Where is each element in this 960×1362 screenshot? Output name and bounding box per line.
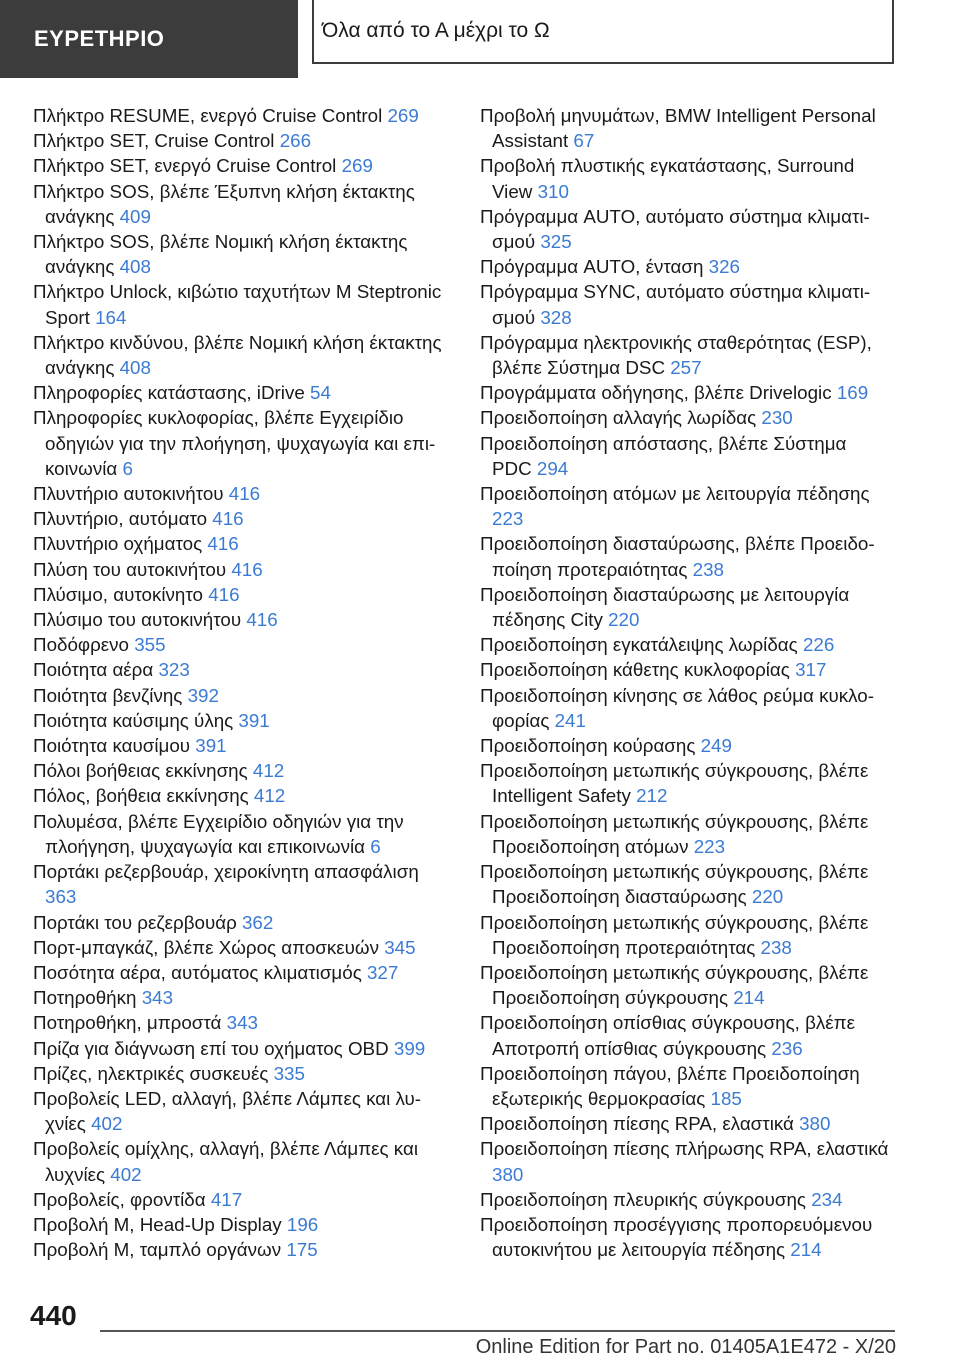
entry-text: Πλήκτρο RESUME, ενεργό Cruise Control xyxy=(33,105,383,126)
index-column-left xyxy=(33,103,453,1262)
index-entry xyxy=(33,733,453,758)
index-entry xyxy=(33,859,453,909)
entry-page-link[interactable]: 223 xyxy=(693,835,726,857)
entry-text: Πρόγραμμα AUTO, αυτόματο σύστημα κλιματισμού xyxy=(480,205,870,253)
section-tab xyxy=(0,0,298,78)
index-entry xyxy=(33,103,453,128)
index-entry xyxy=(33,657,453,682)
index-entry xyxy=(33,506,453,531)
entry-page-link[interactable]: 226 xyxy=(802,634,835,656)
entry-text: Πληροφορίες κατάστασης, iDrive xyxy=(33,382,305,404)
index-entry xyxy=(33,1061,453,1086)
index-entry xyxy=(480,960,890,1010)
entry-text: Προειδοποίηση κούρασης xyxy=(480,735,696,757)
range-label: Όλα από το Α μέχρι το Ω xyxy=(322,19,550,42)
entry-page-link[interactable]: 266 xyxy=(279,130,312,152)
entry-text: Πλυντήριο αυτοκινήτου xyxy=(33,483,224,505)
entry-text: Προβολείς ομίχλης, αλλαγή, βλέπε Λάμπες και λυχνίες xyxy=(33,1138,418,1185)
entry-text: Προβολή πλυστικής εγκατάστασης, Surround View xyxy=(480,155,855,202)
entry-page-link[interactable]: 417 xyxy=(210,1188,243,1210)
index-entry xyxy=(33,632,453,657)
entry-text: Πλύση του αυτοκινήτου xyxy=(33,558,227,580)
entry-page-link[interactable]: 355 xyxy=(134,634,166,656)
entry-text: Προειδοποίηση απόστασης, βλέπε Σύστημα PDC xyxy=(480,432,847,479)
entry-page-link[interactable]: 185 xyxy=(710,1087,742,1109)
edition-text: Online Edition for Part no. 01405A1E472 - X/20 xyxy=(475,1336,896,1358)
entry-text: Πολυμέσα, βλέπε Εγχειρίδιο οδηγιών για την πλοήγηση, ψυχαγωγία και επικοινωνία xyxy=(33,810,404,857)
index-entry xyxy=(480,204,890,254)
index-entry xyxy=(480,279,890,329)
entry-text: Πορτάκι ρεζερβουάρ, χειροκίνητη απασφάλιση xyxy=(33,861,419,883)
entry-page-link[interactable]: 335 xyxy=(273,1062,305,1084)
entry-page-link[interactable]: 238 xyxy=(760,936,792,958)
footer-divider xyxy=(100,1330,895,1332)
entry-text: Προειδοποίηση κίνησης σε λάθος ρεύμα κυκλοφορίας xyxy=(480,684,874,731)
entry-page-link[interactable]: 391 xyxy=(238,709,270,731)
index-entry xyxy=(480,1061,890,1111)
entry-page-link[interactable]: 328 xyxy=(540,306,572,328)
index-entry xyxy=(480,431,890,481)
entry-page-link[interactable]: 343 xyxy=(226,1012,258,1034)
entry-text: Πλήκτρο κινδύνου, βλέπε Νομική κλήση έκτακτης ανάγκης xyxy=(33,331,442,379)
entry-text: Προειδοποίηση πίεσης πλήρωσης RPA, ελαστικά xyxy=(480,1138,889,1160)
entry-text: Ποτηροθήκη, μπροστά xyxy=(33,1012,222,1034)
entry-page-link[interactable]: 249 xyxy=(700,735,732,757)
index-entry xyxy=(480,103,890,153)
entry-page-link[interactable]: 257 xyxy=(670,357,702,379)
entry-page-link[interactable]: 416 xyxy=(246,609,278,631)
index-entry xyxy=(480,582,890,632)
index-entry xyxy=(33,153,453,178)
index-entry xyxy=(33,531,453,556)
page-number: 440 xyxy=(30,1300,77,1331)
index-column-right xyxy=(480,103,890,1262)
index-entry xyxy=(33,330,453,380)
entry-page-link[interactable]: 238 xyxy=(692,558,725,580)
entry-page-link[interactable]: 416 xyxy=(208,583,240,605)
index-entry xyxy=(480,809,890,859)
index-entry xyxy=(480,859,890,909)
entry-text: Πλήκτρο SOS, βλέπε Νομική κλήση έκτακτης ανάγκης xyxy=(33,231,408,278)
entry-page-link[interactable]: 327 xyxy=(366,961,399,983)
index-entry xyxy=(33,582,453,607)
index-entry xyxy=(33,481,453,506)
index-entry xyxy=(33,935,453,960)
index-entry xyxy=(33,179,453,229)
index-entry xyxy=(33,229,453,279)
entry-page-link[interactable]: 325 xyxy=(540,231,572,253)
entry-text: Πλύσιμο του αυτοκινήτου xyxy=(33,609,242,631)
index-entry xyxy=(480,1136,890,1186)
entry-text: Προειδοποίηση μετωπικής σύγκρουσης, βλέπε Προειδοποίηση σύγκρουσης xyxy=(480,961,869,1009)
entry-text: Πρόγραμμα SYNC, αυτόματο σύστημα κλιματισμού xyxy=(480,281,871,328)
entry-page-link[interactable]: 294 xyxy=(536,457,569,479)
entry-text: Πλυντήριο οχήματος xyxy=(33,533,203,555)
section-label: ΕΥΡΕΤΗΡΙΟ xyxy=(34,26,165,51)
index-entry xyxy=(33,279,453,329)
entry-text: Πρίζα για διάγνωση επί του οχήματος OBD xyxy=(33,1037,389,1059)
entry-text: Προειδοποίηση πίεσης RPA, ελαστικά xyxy=(480,1113,794,1135)
entry-page-link[interactable]: 223 xyxy=(492,508,524,530)
entry-page-link[interactable]: 402 xyxy=(110,1163,142,1185)
entry-text: Πλήκτρο SET, ενεργό Cruise Control xyxy=(33,155,337,177)
entry-page-link[interactable]: 220 xyxy=(751,886,784,908)
entry-page-link[interactable]: 362 xyxy=(241,911,274,933)
entry-page-link[interactable]: 234 xyxy=(811,1188,843,1210)
index-entry xyxy=(33,708,453,733)
entry-text: Πρίζες, ηλεκτρικές συσκευές xyxy=(33,1062,269,1084)
index-entry xyxy=(33,1086,453,1136)
index-entry xyxy=(480,531,890,581)
entry-page-link[interactable]: 212 xyxy=(636,785,668,807)
entry-text: Ποιότητα καύσιμης ύλης xyxy=(33,709,234,731)
entry-text: Πληροφορίες κυκλοφορίας, βλέπε Εγχειρίδιο οδηγιών για την πλοήγηση, ψυχαγωγία και επικοινωνία xyxy=(33,407,436,479)
entry-page-link[interactable]: 269 xyxy=(341,155,373,177)
index-entry xyxy=(33,1036,453,1061)
entry-text: Προειδοποίηση μετωπικής σύγκρουσης, βλέπε Προειδοποίηση προτεραιότητας xyxy=(480,911,869,958)
index-entry xyxy=(480,1111,890,1136)
entry-text: Πορτάκι του ρεζερβουάρ xyxy=(33,911,237,933)
entry-text: Προειδοποίηση αλλαγής λωρίδας xyxy=(480,407,757,429)
entry-page-link[interactable]: 416 xyxy=(231,558,263,580)
entry-text: Προβολείς LED, αλλαγή, βλέπε Λάμπες και λυχνίες xyxy=(33,1087,422,1135)
entry-page-link[interactable]: 323 xyxy=(158,659,190,681)
entry-text: Πόλοι βοήθειας εκκίνησης xyxy=(33,760,248,782)
index-entry xyxy=(33,985,453,1010)
index-entry xyxy=(480,1187,890,1212)
range-tab xyxy=(312,0,894,64)
entry-page-link[interactable]: 67 xyxy=(573,130,595,152)
entry-text: Προειδοποίηση διασταύρωσης με λειτουργία πέδησης City xyxy=(480,583,850,631)
entry-page-link[interactable]: 6 xyxy=(122,457,133,479)
entry-text: Προειδοποίηση εγκατάλειψης λωρίδας xyxy=(480,634,798,656)
entry-page-link[interactable]: 345 xyxy=(384,936,416,958)
entry-text: Προβολή μηνυμάτων, BMW Intelligent Personal Assistant xyxy=(480,105,876,152)
index-entry xyxy=(33,1212,453,1237)
entry-page-link[interactable]: 214 xyxy=(733,987,765,1009)
entry-text: Προειδοποίηση κάθετης κυκλοφορίας xyxy=(480,659,790,681)
index-entry xyxy=(33,557,453,582)
entry-text: Προειδοποίηση μετωπικής σύγκρουσης, βλέπε Προειδοποίηση διασταύρωσης xyxy=(480,861,869,908)
entry-page-link[interactable]: 399 xyxy=(393,1037,426,1059)
entry-text: Πλύσιμο, αυτοκίνητο xyxy=(33,583,203,605)
index-entry xyxy=(480,481,890,531)
index-entry xyxy=(480,380,890,405)
entry-text: Πλυντήριο, αυτόματο xyxy=(33,508,208,530)
entry-text: Προβολή M, Head-Up Display xyxy=(33,1213,282,1235)
entry-text: Προειδοποίηση οπίσθιας σύγκρουσης, βλέπε Αποτροπή οπίσθιας σύγκρουσης xyxy=(480,1012,855,1059)
entry-page-link[interactable]: 326 xyxy=(708,256,740,278)
entry-text: Πρόγραμμα AUTO, ένταση xyxy=(480,256,704,278)
entry-page-link[interactable]: 391 xyxy=(195,735,227,757)
entry-text: Πορτ-μπαγκάζ, βλέπε Χώρος αποσκευών xyxy=(33,936,379,958)
entry-page-link[interactable]: 54 xyxy=(310,382,331,404)
entry-text: Προειδοποίηση διασταύρωσης, βλέπε Προειδοποίηση προτεραιότητας xyxy=(480,533,875,580)
entry-page-link[interactable]: 380 xyxy=(492,1163,524,1185)
index-entry xyxy=(480,733,890,758)
entry-text: Πρόγραμμα ηλεκτρονικής σταθερότητας (ESP), βλέπε Σύστημα DSC xyxy=(480,331,872,379)
entry-page-link[interactable]: 241 xyxy=(554,709,586,731)
entry-text: Προειδοποίηση μετωπικής σύγκρουσης, βλέπε Intelligent Safety xyxy=(480,760,869,807)
entry-page-link[interactable]: 230 xyxy=(761,407,793,429)
entry-page-link[interactable]: 416 xyxy=(207,533,239,555)
index-entry xyxy=(33,380,453,405)
index-entry xyxy=(480,254,890,279)
entry-page-link[interactable]: 412 xyxy=(253,785,286,807)
entry-page-link[interactable]: 164 xyxy=(95,306,127,328)
entry-text: Ποσότητα αέρα, αυτόματος κλιματισμός xyxy=(33,961,362,983)
entry-page-link[interactable]: 363 xyxy=(45,886,77,908)
index-entry xyxy=(33,783,453,808)
index-entry xyxy=(480,1212,890,1262)
entry-text: Ποδόφρενο xyxy=(33,634,129,656)
index-entry xyxy=(33,1136,453,1186)
index-entry xyxy=(33,758,453,783)
entry-page-link[interactable]: 220 xyxy=(608,609,640,631)
index-entry xyxy=(33,1237,453,1262)
entry-text: Προβολείς, φροντίδα xyxy=(33,1188,206,1210)
entry-page-link[interactable]: 175 xyxy=(286,1239,318,1261)
entry-text: Ποιότητα καυσίμου xyxy=(33,735,191,757)
entry-page-link[interactable]: 343 xyxy=(141,987,174,1009)
entry-text: Πόλος, βοήθεια εκκίνησης xyxy=(33,785,249,807)
entry-text: Πλήκτρο SOS, βλέπε Έξυπνη κλήση έκτακτης ανάγκης xyxy=(33,180,415,227)
entry-page-link[interactable]: 214 xyxy=(790,1239,822,1261)
entry-text: Προβολή M, ταμπλό οργάνων xyxy=(33,1239,282,1261)
entry-text: Πλήκτρο SET, Cruise Control xyxy=(33,130,275,152)
index-entry xyxy=(480,683,890,733)
entry-page-link[interactable]: 269 xyxy=(387,105,419,126)
entry-page-link[interactable]: 416 xyxy=(228,483,261,505)
entry-text: Ποιότητα βενζίνης xyxy=(33,684,183,706)
entry-page-link[interactable]: 236 xyxy=(771,1037,803,1059)
page-header xyxy=(0,0,960,80)
index-entry xyxy=(33,683,453,708)
entry-page-link[interactable]: 317 xyxy=(795,659,827,681)
entry-page-link[interactable]: 416 xyxy=(212,508,244,530)
entry-page-link[interactable]: 412 xyxy=(252,760,285,782)
index-entry xyxy=(33,1187,453,1212)
index-entry xyxy=(33,128,453,153)
index-entry xyxy=(480,153,890,203)
index-entry xyxy=(33,809,453,859)
index-entry xyxy=(33,910,453,935)
entry-page-link[interactable]: 408 xyxy=(119,357,151,379)
index-entry xyxy=(33,607,453,632)
entry-text: Προειδοποίηση πλευρικής σύγκρουσης xyxy=(480,1188,806,1210)
index-entry xyxy=(33,1010,453,1035)
index-entry xyxy=(480,330,890,380)
entry-text: Προειδοποίηση ατόμων με λειτουργία πέδησης xyxy=(480,483,870,505)
index-entry xyxy=(480,1010,890,1060)
entry-page-link[interactable]: 402 xyxy=(91,1113,123,1135)
entry-text: Προγράμματα οδήγησης, βλέπε Drivelogic xyxy=(480,382,832,404)
entry-page-link[interactable]: 380 xyxy=(799,1113,831,1135)
entry-text: Πλήκτρο Unlock, κιβώτιο ταχυτήτων M Steptronic Sport xyxy=(33,281,442,328)
entry-page-link[interactable]: 408 xyxy=(119,256,151,278)
index-entry xyxy=(33,405,453,481)
entry-text: Προειδοποίηση μετωπικής σύγκρουσης, βλέπε Προειδοποίηση ατόμων xyxy=(480,810,869,857)
index-entry xyxy=(480,405,890,430)
entry-text: Ποιότητα αέρα xyxy=(33,659,154,681)
entry-page-link[interactable]: 310 xyxy=(537,180,569,202)
entry-page-link[interactable]: 392 xyxy=(187,684,219,706)
entry-page-link[interactable]: 169 xyxy=(836,382,869,404)
entry-text: Προειδοποίηση πάγου, βλέπε Προειδοποίηση εξωτερικής θερμοκρασίας xyxy=(480,1062,860,1109)
index-entry xyxy=(33,960,453,985)
index-entry xyxy=(480,910,890,960)
index-entry xyxy=(480,632,890,657)
entry-text: Προειδοποίηση προσέγγισης προπορευόμενου αυτοκινήτου με λειτουργία πέδησης xyxy=(480,1213,873,1261)
index-entry xyxy=(480,758,890,808)
entry-page-link[interactable]: 409 xyxy=(119,205,151,227)
index-entry xyxy=(480,657,890,682)
entry-text: Ποτηροθήκη xyxy=(33,987,137,1009)
entry-page-link[interactable]: 196 xyxy=(286,1213,319,1235)
entry-page-link[interactable]: 6 xyxy=(370,835,381,857)
